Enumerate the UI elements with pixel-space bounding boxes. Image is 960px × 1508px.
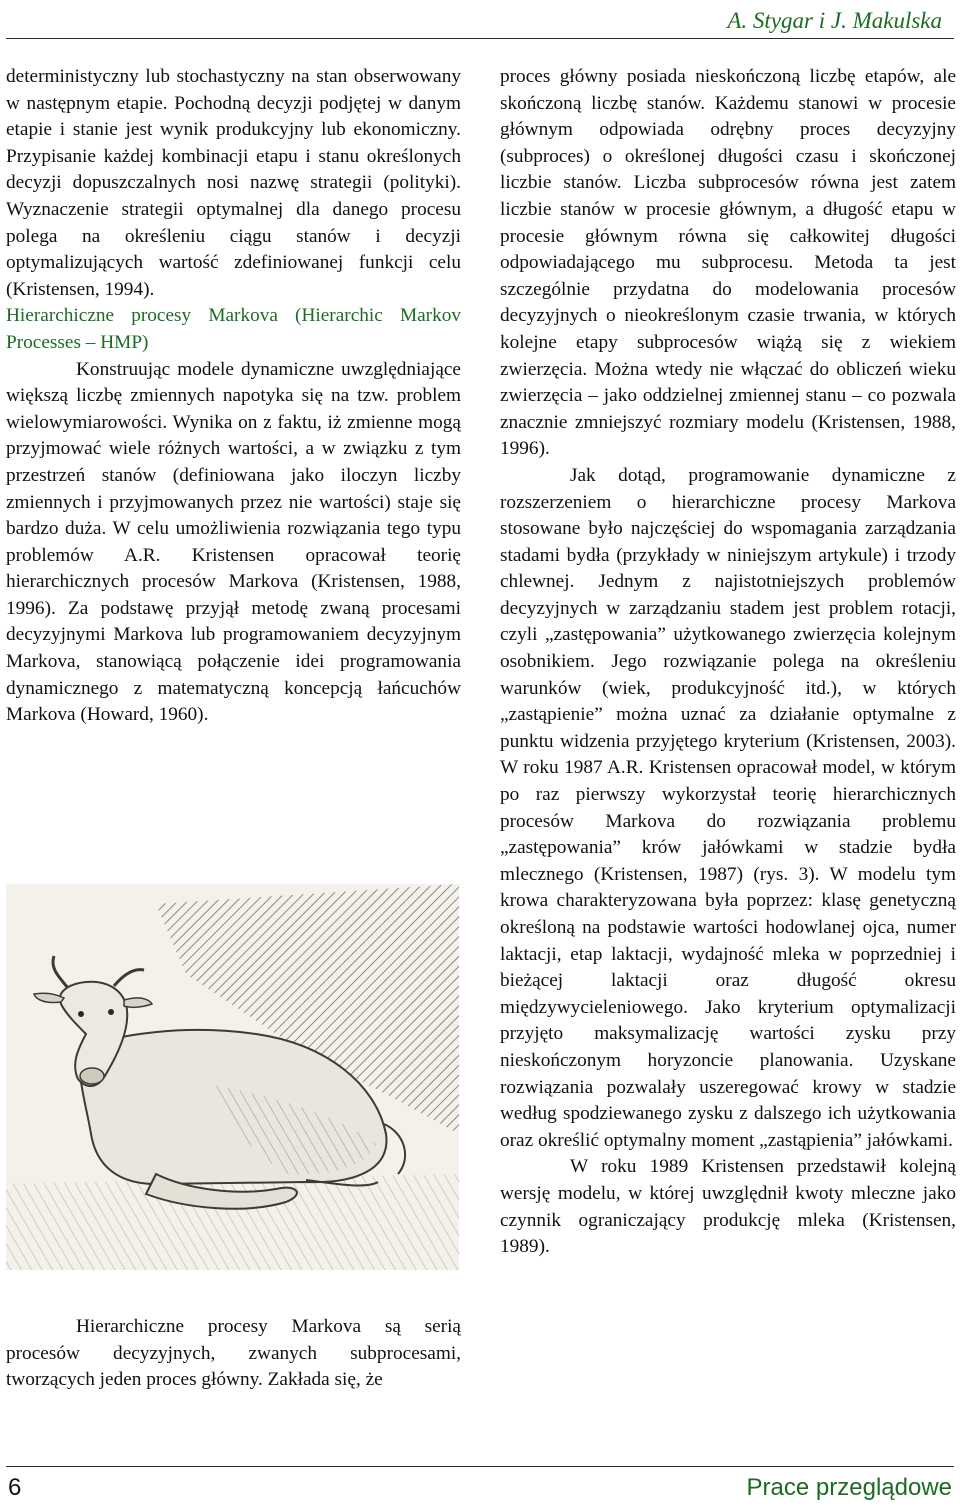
page-number: 6 <box>8 1474 22 1501</box>
running-head: A. Stygar i J. Makulska <box>727 8 942 33</box>
section-heading: Hierarchiczne procesy Markova (Hierarchic Markov Processes – HMP) <box>6 305 461 353</box>
cow-engraving-illustration <box>6 884 459 1270</box>
left-column <box>6 64 461 729</box>
paragraph: deterministyczny lub stochastyczny na stan obserwowany w następnym etapie. Pochodną decyzji podjętej w danym etapie i stanie jest wynik produkcyjny lub ekonomiczny. Przypisanie każdej kombinacji etapu i stanu określonych decyzji dopuszczalnych nosi nazwę strategii (polityki). Wyznaczenie strategii optymalnej dla danego procesu polega na określeniu ciągu stanów i decyzji optymalizujących wartość zdefiniowanej funkcji celu (Kristensen, 1994). <box>6 66 461 300</box>
paragraph: Jak dotąd, programowanie dynamiczne z rozszerzeniem o hierarchiczne procesy Markova stosowane było najczęściej do wspomagania zarządzania stadami bydła (przykłady w niniejszym artykule) i trzody chlewnej. Jednym z najistotniejszych problemów decyzyjnych w zarządzaniu stadem jest problem rotacji, czyli „zastępowania” użytkowanego zwierzęcia kolejnym osobnikiem. Jego rozwiązanie polega na określeniu warunków (wiek, produkcyjność itd.), w których „zastąpienie” można uznać za działanie optymalne z punktu widzenia przyjętego kryterium (Kristensen, 2003). W roku 1987 A.R. Kristensen opracował model, w którym po raz pierwszy wykorzystał teorię hierarchicznych procesów Markova do rozwiązania problemu „zastępowania” krów jałówkami w stadzie bydła mlecznego (Kristensen, 1987) (rys. 3). W modelu tym krowa charakteryzowana była poprzez: klasę genetyczną określoną na podstawie wartości hodowlanej ojca, numer laktacji, etap laktacji, wydajność mleka w poprzedniej i bieżącej laktacji oraz długość okresu międzywycieleniowego. Jako kryterium optymalizacji przyjęto maksymalizację wartości zysku przy nieskończonym horyzoncie planowania. Uzyskane rozwiązania pozwalały uszeregować krowy w stadzie według spodziewanego zysku z dalszego ich użytkowania oraz określić optymalny moment „zastąpienia” jałówkami. <box>500 464 956 1151</box>
paragraph: Hierarchiczne procesy Markova są serią procesów decyzyjnych, zwanych subprocesami, tworzących jeden proces główny. Zakłada się, że <box>6 1316 461 1391</box>
header-divider <box>6 38 954 39</box>
right-column <box>500 64 956 1261</box>
footer-divider <box>6 1466 954 1467</box>
paragraph: W roku 1989 Kristensen przedstawił kolejną wersję modelu, w której uwzględnił kwoty mleczne jako czynnik ograniczający produkcję mleka (Kristensen, 1989). <box>500 1156 956 1258</box>
paragraph: proces główny posiada nieskończoną liczbę etapów, ale skończoną liczbę stanów. Każdemu stanowi w procesie głównym odpowiada odrębny proces decyzyjny (subproces) o określonej długości czasu i skończonej liczbie stanów. Liczba subprocesów równa jest zatem liczbie stanów w procesie głównym, a długość etapu w procesie głównym równa się całkowitej długości odpowiadającego mu subprocesu. Metoda ta jest szczególnie przydatna do modelowania procesów decyzyjnych o nieokreślonym czasie trwania, w których kolejne etapy subprocesów wiążą się z wiekiem zwierzęcia. Można wtedy nie włączać do obliczeń wieku zwierzęcia – jako oddzielnej zmiennej stanu – co pozwala znacznie zmniejszyć rozmiary modelu (Kristensen, 1988, 1996). <box>500 66 956 460</box>
paragraph: Konstruując modele dynamiczne uwzględniające większą liczbę zmiennych napotyka się na tzw. problem wielowymiarowości. Wynika on z faktu, iż zmienne mogą przyjmować wiele różnych wartości, a w związku z tym przestrzeń stanów (definiowana jako iloczyn liczby zmiennych i przyjmowanych przez nie wartości) staje się bardzo duża. W celu umożliwienia rozwiązania tego typu problemów A.R. Kristensen opracował teorię hierarchicznych procesów Markova (Kristensen, 1988, 1996). Za podstawę przyjął metodę zwaną procesami decyzyjnymi Markova lub programowaniem decyzyjnym Markova, stanowiącą połączenie idei programowania dynamicznego z matematyczną koncepcją łańcuchów Markova (Howard, 1960). <box>6 358 461 726</box>
journal-name: Prace przeglądowe <box>746 1474 952 1501</box>
left-column-bottom <box>6 1314 461 1394</box>
